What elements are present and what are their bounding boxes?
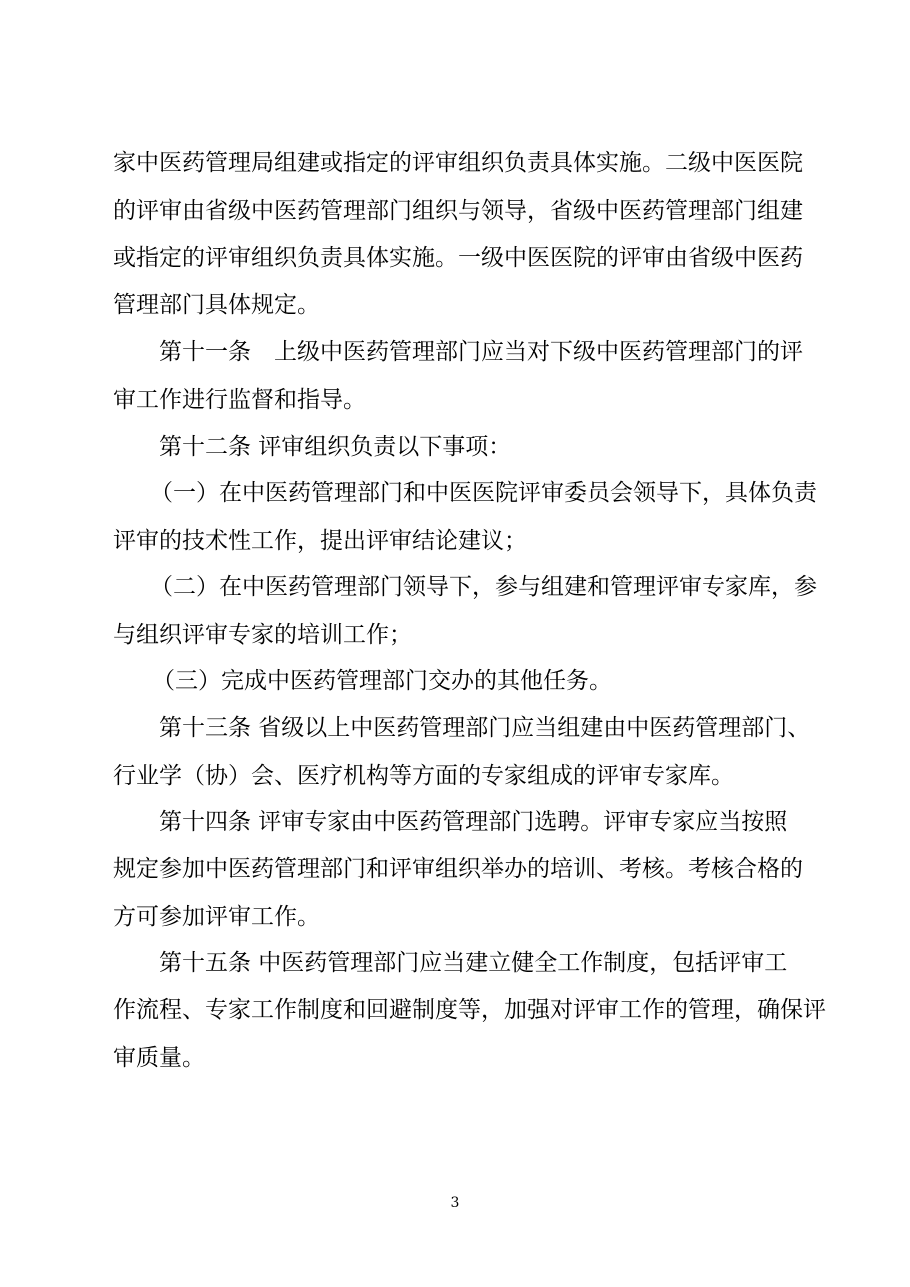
- text-line: （二）在中医药管理部门领导下，参与组建和管理评审专家库，参: [150, 574, 817, 600]
- text-line: （一）在中医药管理部门和中医医院评审委员会领导下，具体负责: [150, 480, 817, 506]
- text-line: 审质量。: [113, 1045, 205, 1071]
- text-line: 家中医药管理局组建或指定的评审组织负责具体实施。二级中医医院: [113, 150, 803, 176]
- text-line: 管理部门具体规定。: [113, 292, 320, 318]
- page-number: 3: [450, 1195, 460, 1211]
- text-line: 第十五条 中医药管理部门应当建立健全工作制度，包括评审工: [159, 950, 788, 976]
- text-line: 或指定的评审组织负责具体实施。一级中医医院的评审由省级中医药: [113, 245, 803, 271]
- text-line: 评审的技术性工作，提出评审结论建议；: [113, 528, 527, 554]
- text-line: 第十二条 评审组织负责以下事项：: [159, 434, 512, 460]
- text-line: 审工作进行监督和指导。: [113, 387, 366, 413]
- text-line: 与组织评审专家的培训工作；: [113, 622, 412, 648]
- text-line: 第十一条 上级中医药管理部门应当对下级中医药管理部门的评: [159, 339, 803, 365]
- text-line: 第十四条 评审专家由中医药管理部门选聘。评审专家应当按照: [159, 809, 788, 835]
- text-line: 规定参加中医药管理部门和评审组织举办的培训、考核。考核合格的: [113, 856, 803, 882]
- text-line: 方可参加评审工作。: [113, 904, 320, 930]
- text-line: 第十三条 省级以上中医药管理部门应当组建由中医药管理部门、: [159, 715, 811, 741]
- text-line: （三）完成中医药管理部门交办的其他任务。: [152, 668, 612, 694]
- text-line: 的评审由省级中医药管理部门组织与领导，省级中医药管理部门组建: [113, 198, 803, 224]
- text-line: 行业学（协）会、医疗机构等方面的专家组成的评审专家库。: [113, 763, 734, 789]
- text-line: 作流程、专家工作制度和回避制度等，加强对评审工作的管理，确保评: [113, 997, 826, 1023]
